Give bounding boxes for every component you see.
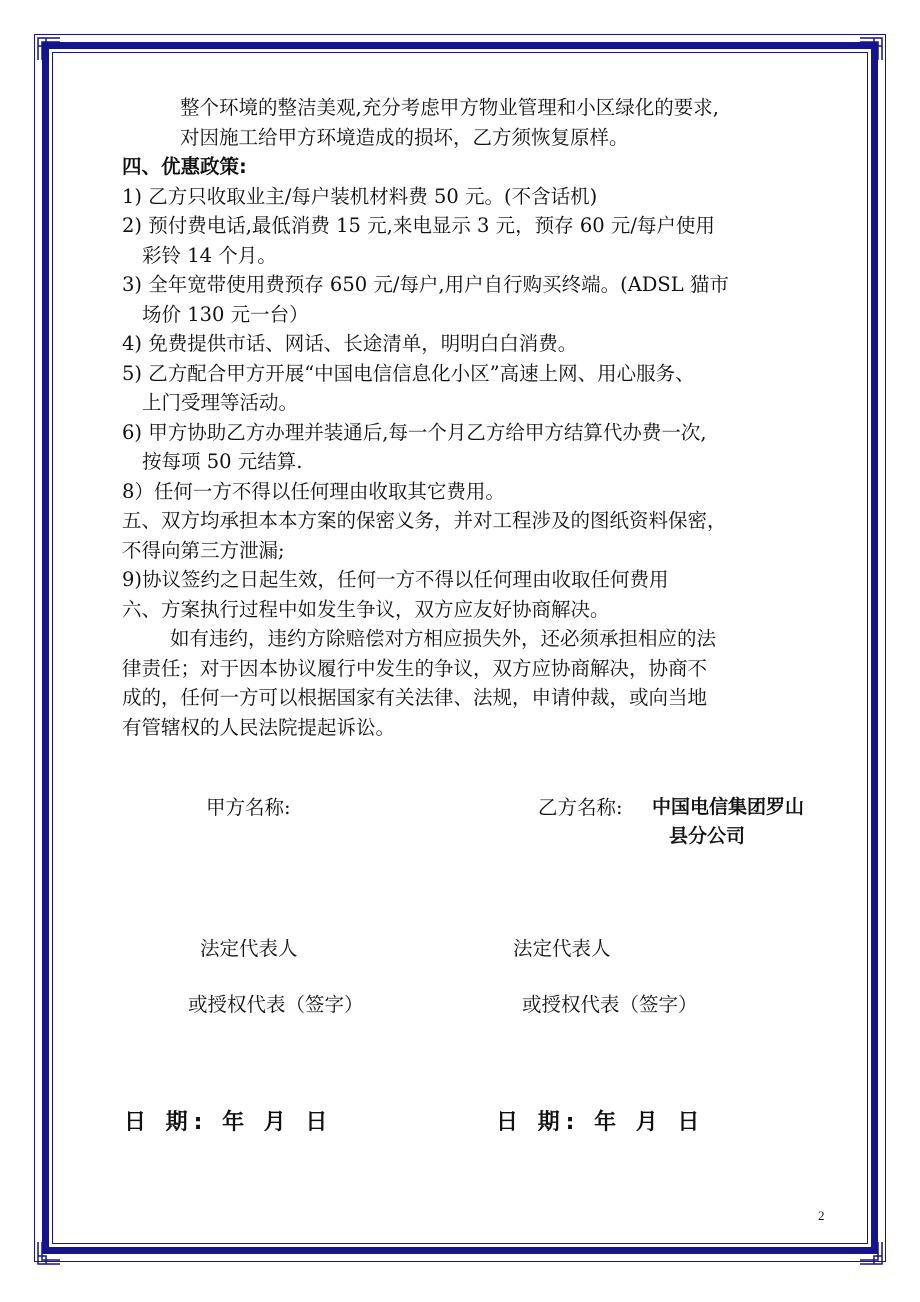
- party-b-authorized-signature: 或授权代表（签字）: [522, 993, 698, 1016]
- body-line: 对因施工给甲方环境造成的损坏，乙方须恢复原样。: [180, 125, 629, 149]
- section-paragraph: 六、方案执行过程中如发生争议，双方应友好协商解决。: [122, 597, 610, 621]
- section-paragraph-continued: 不得向第三方泄漏;: [122, 538, 285, 562]
- list-item: 6) 甲方协助乙方办理并装通后,每一个月乙方给甲方结算代办费一次,: [122, 420, 707, 444]
- list-item: 9)协议签约之日起生效，任何一方不得以任何理由收取任何费用: [122, 568, 669, 591]
- party-b-date: 日 期: 年 月 日: [496, 1110, 706, 1135]
- party-b-name-line1: 中国电信集团罗山: [652, 796, 805, 818]
- list-item-continued: 场价 130 元一台）: [142, 302, 309, 326]
- corner-ornament-icon: [36, 1240, 62, 1266]
- paragraph-line: 律责任；对于因本协议履行中发生的争议，双方应协商解决，协商不: [122, 656, 708, 680]
- list-item: 5) 乙方配合甲方开展“中国电信信息化小区”高速上网、用心服务、: [122, 361, 695, 385]
- list-item: 2) 预付费电话,最低消费 15 元,来电显示 3 元，预存 60 元/每户使用: [122, 214, 715, 237]
- party-a-label: 甲方名称:: [206, 796, 291, 819]
- list-item-continued: 按每项 50 元结算.: [142, 450, 303, 473]
- paragraph-line: 如有违约，违约方除赔偿对方相应损失外，还必须承担相应的法: [170, 627, 717, 650]
- list-item: 4) 免费提供市话、网话、长途清单，明明白白消费。: [122, 332, 578, 355]
- list-item-continued: 彩铃 14 个月。: [142, 243, 277, 267]
- party-b-name-line2: 县分公司: [669, 825, 746, 847]
- corner-ornament-icon: [858, 36, 884, 62]
- section-paragraph: 五、双方均承担本本方案的保密义务，并对工程涉及的图纸资料保密，: [122, 509, 727, 532]
- list-item: 3) 全年宽带使用费预存 650 元/每户,用户自行购买终端。(ADSL 猫市: [122, 273, 729, 296]
- list-item: 8）任何一方不得以任何理由收取其它费用。: [122, 479, 505, 503]
- body-line: 整个环境的整洁美观,充分考虑甲方物业管理和小区绿化的要求,: [180, 96, 719, 119]
- party-a-representative: 法定代表人: [200, 937, 298, 960]
- page-number: 2: [818, 1208, 825, 1223]
- list-item: 1) 乙方只收取业主/每户装机材料费 50 元。(不含话机): [122, 184, 598, 208]
- document-body: [122, 93, 834, 742]
- party-b-label: 乙方名称:: [538, 796, 623, 819]
- list-item-continued: 上门受理等活动。: [142, 391, 299, 414]
- party-b-representative: 法定代表人: [513, 937, 611, 960]
- party-a-date: 日 期: 年 月 日: [124, 1110, 334, 1135]
- corner-ornament-icon: [858, 1240, 884, 1266]
- corner-ornament-icon: [36, 36, 62, 62]
- section-heading: 四、优惠政策:: [122, 155, 247, 178]
- paragraph-line: 有管辖权的人民法院提起诉讼。: [122, 715, 396, 739]
- party-a-authorized-signature: 或授权代表（签字）: [188, 993, 364, 1016]
- paragraph-line: 成的，任何一方可以根据国家有关法律、法规，申请仲裁，或向当地: [122, 686, 708, 709]
